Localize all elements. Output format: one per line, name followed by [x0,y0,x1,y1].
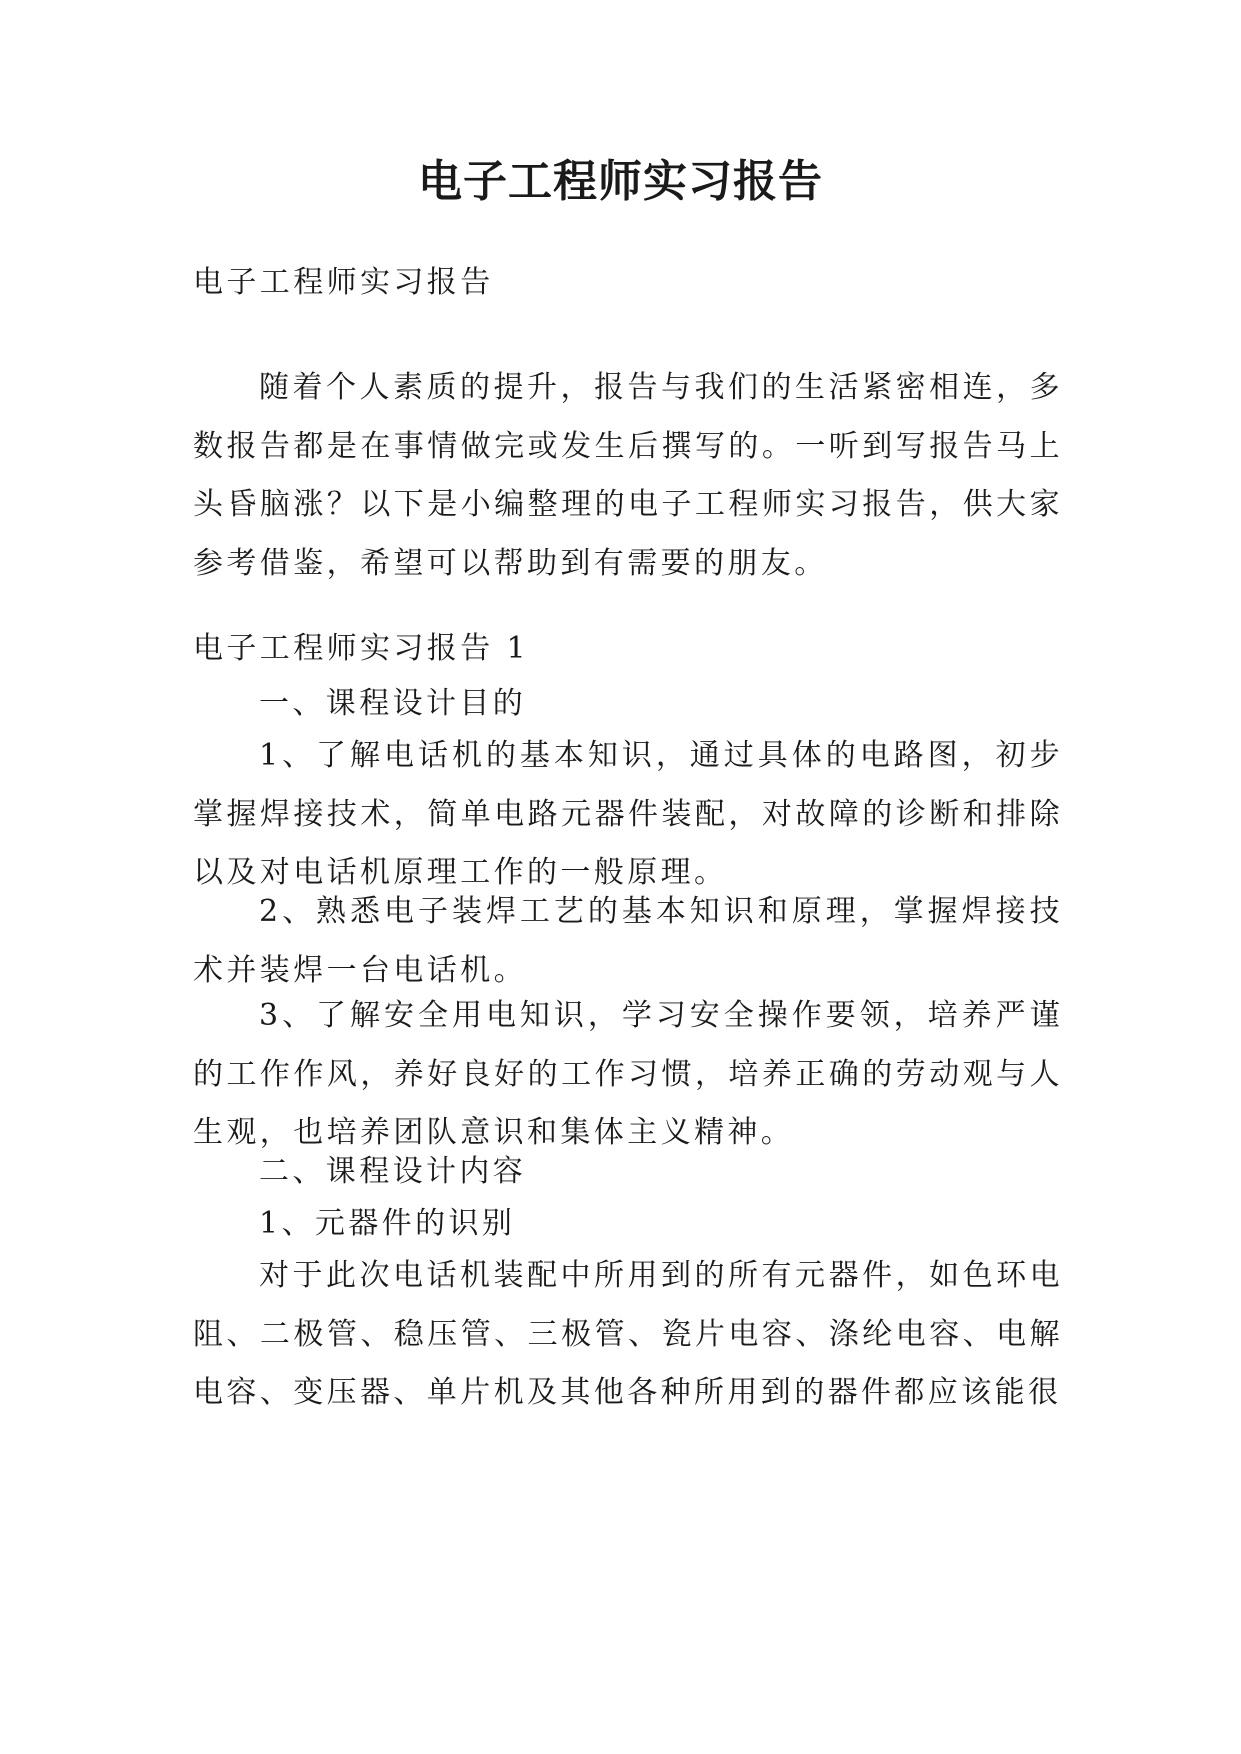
document-title: 电子工程师实习报告 [418,156,823,207]
goal-item-2: 2、熟悉电子装焊工艺的基本知识和原理，掌握焊接技术并装焊一台电话机。 [193,894,1063,988]
goal-item-3: 3、了解安全用电知识，学习安全操作要领，培养严谨的工作作风，养好良好的工作习惯，培养正确的劳动观与人生观，也培养团队意识和集体主义精神。 [193,998,1063,1150]
content-item-1-heading: 1、元器件的识别 [259,1206,516,1241]
document-subtitle: 电子工程师实习报告 [193,265,494,300]
content-item-1-text: 对于此次电话机装配中所用到的所有元器件，如色环电阻、二极管、稳压管、三极管、瓷片电容、涤纶电容、电解电容、变压器、单片机及其他各种所用到的器件都应该能很 [193,1258,1063,1410]
course-content-heading: 二、课程设计内容 [259,1154,527,1189]
intro-paragraph: 随着个人素质的提升，报告与我们的生活紧密相连，多数报告都是在事情做完或发生后撰写的。一听到写报告马上头昏脑涨？以下是小编整理的电子工程师实习报告，供大家参考借鉴，希望可以帮助到有需要的朋友。 [193,370,1063,581]
goal-item-1: 1、了解电话机的基本知识，通过具体的电路图，初步掌握焊接技术，简单电路元器件装配，对故障的诊断和排除以及对电话机原理工作的一般原理。 [193,738,1063,890]
section-heading-report-1: 电子工程师实习报告 1 [193,631,530,666]
course-goal-heading: 一、课程设计目的 [259,686,527,721]
